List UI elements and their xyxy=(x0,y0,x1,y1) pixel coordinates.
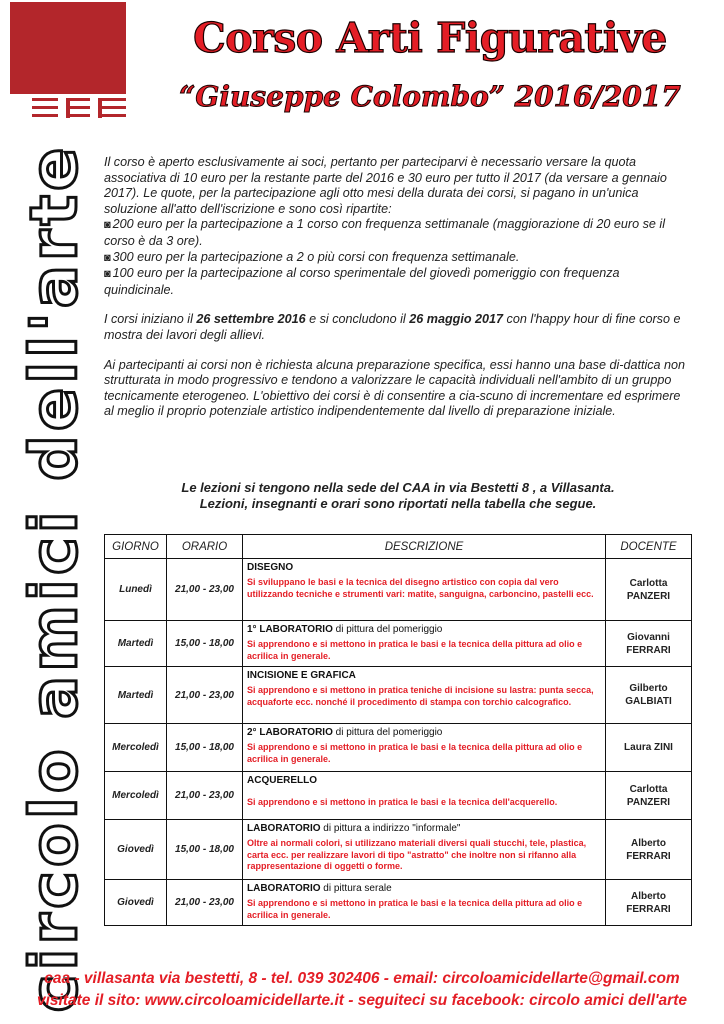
header-time: ORARIO xyxy=(167,535,243,559)
logo-red-block xyxy=(10,2,126,94)
table-header-row xyxy=(105,535,692,559)
bullet-icon: ◙ xyxy=(104,268,111,281)
footer-web-line: visitate il sito: www.circoloamicidellarte.it - seguiteci su facebook: circolo amici dell'arte xyxy=(36,992,687,1009)
bullet-icon: ◙ xyxy=(104,219,111,232)
end-date: 26 maggio 2017 xyxy=(409,312,504,327)
header-teacher: DOCENTE xyxy=(606,535,692,559)
table-row: Giovedì 21,00 - 23,00 LABORATORIO di pittura serale Si apprendono e si mettono in pratica le basi e la tecnica della pittura ad olio e acrilica in generale. Alberto FERRARI xyxy=(105,880,692,926)
header-description: DESCRIZIONE xyxy=(243,535,606,559)
lessons-note xyxy=(104,480,692,512)
header-day: GIORNO xyxy=(105,535,167,559)
intro-paragraph-objective: Ai partecipanti ai corsi non è richiesta alcuna preparazione specifica, essi hanno una base di-dattica non strutturata in modo progressivo e tendono a valorizzare le capacità individuali nell'ambito di un gruppo tecnicamente eterogeneo. L'obiettivo dei corsi è di consentire a cia-scuno di incrementare ed esprimere al meglio il proprio potenziale artistico indipendentemente dal livello di preparazione iniziale. xyxy=(104,357,686,419)
footer-address-line: caa - villasanta via bestetti, 8 - tel. 039 302406 - email: circoloamicidellarte@gmail.com xyxy=(44,970,680,987)
intro-fees-text: Il corso è aperto esclusivamente ai soci, pertanto per parteciparvi è necessario versare la quota associativa di 10 euro per la restante parte del 2016 e 30 euro per tutto il 2017 (da versare a gennaio 2017). Le quote, per la partecipazione agli otto mesi della durata dei corsi, si pagano in un'unica soluzione all'atto dell'iscrizione e sono così ripartite: xyxy=(104,155,667,216)
schedule-table xyxy=(104,534,692,926)
table-row: Martedì 15,00 - 18,00 1° LABORATORIO di pittura del pomeriggio Si apprendono e si mettono in pratica le basi e la tecnica della pittura ad olio e acrilica in generale. Giovanni FERRARI xyxy=(105,621,692,667)
footer-contact xyxy=(0,968,724,1012)
logo xyxy=(10,2,126,122)
intro-paragraph-dates: I corsi iniziano il 26 settembre 2016 e si concludono il 26 maggio 2017 con l'happy hour di fine corso e mostra dei lavori degli allievi. xyxy=(104,312,681,342)
page-subtitle: “Giuseppe Colombo” 2016/2017 xyxy=(179,80,681,113)
intro-paragraph-fees xyxy=(104,155,692,298)
side-vertical-text: circolo amici dell'arte xyxy=(18,143,92,1013)
lessons-table-intro: Lezioni, insegnanti e orari sono riportati nella tabella che segue. xyxy=(199,496,597,511)
bullet-icon: ◙ xyxy=(104,251,111,264)
start-date: 26 settembre 2016 xyxy=(196,312,306,327)
fee-bullet: ◙ 200 euro per la partecipazione a 1 corso con frequenza settimanale (maggiorazione di 20 euro se il corso è da 3 ore). xyxy=(104,217,666,248)
fee-bullet: ◙ 300 euro per la partecipazione a 2 o più corsi con frequenza settimanale. xyxy=(104,249,520,264)
page-title: Corso Arti Figurative xyxy=(193,14,667,62)
lessons-location: Le lezioni si tengono nella sede del CAA in via Bestetti 8 , a Villasanta. xyxy=(181,480,615,495)
intro-text xyxy=(104,155,692,434)
logo-stripes-icon xyxy=(32,98,126,118)
table-row: Lunedì 21,00 - 23,00 DISEGNO Si sviluppano le basi e la tecnica del disegno artistico con copia dal vero utilizzando tecniche e strumenti vari: matite, sanguigna, carboncino, pastelli ecc. Carlotta PANZERI xyxy=(105,559,692,621)
table-row: Mercoledì 21,00 - 23,00 ACQUERELLO Si apprendono e si mettono in pratica le basi e la tecnica dell'acquerello. Carlotta PANZERI xyxy=(105,772,692,820)
table-row: Giovedì 15,00 - 18,00 LABORATORIO di pittura a indirizzo "informale" Oltre ai normali colori, si utilizzano materiali diversi quali stucchi, tele, plastica, carta ecc. per realizzare lavori di tipo "astratto" che inoltre non si rifanno alla rappresentazione di oggetti o forme. Alberto FERRARI xyxy=(105,820,692,880)
table-row: Martedì 21,00 - 23,00 INCISIONE E GRAFICA Si apprendono e si mettono in pratica teniche di incisione su lastra: punta secca, acquaforte ecc. nonché il procedimento di stampa con torchio calcografico. Gilberto GALBIATI xyxy=(105,667,692,724)
fee-bullet: ◙ 100 euro per la partecipazione al corso sperimentale del giovedì pomeriggio con frequenza quindicinale. xyxy=(104,266,620,297)
table-row: Mercoledì 15,00 - 18,00 2° LABORATORIO di pittura del pomeriggio Si apprendono e si mettono in pratica le basi e la tecnica della pittura ad olio e acrilica in generale. Laura ZINI xyxy=(105,724,692,772)
